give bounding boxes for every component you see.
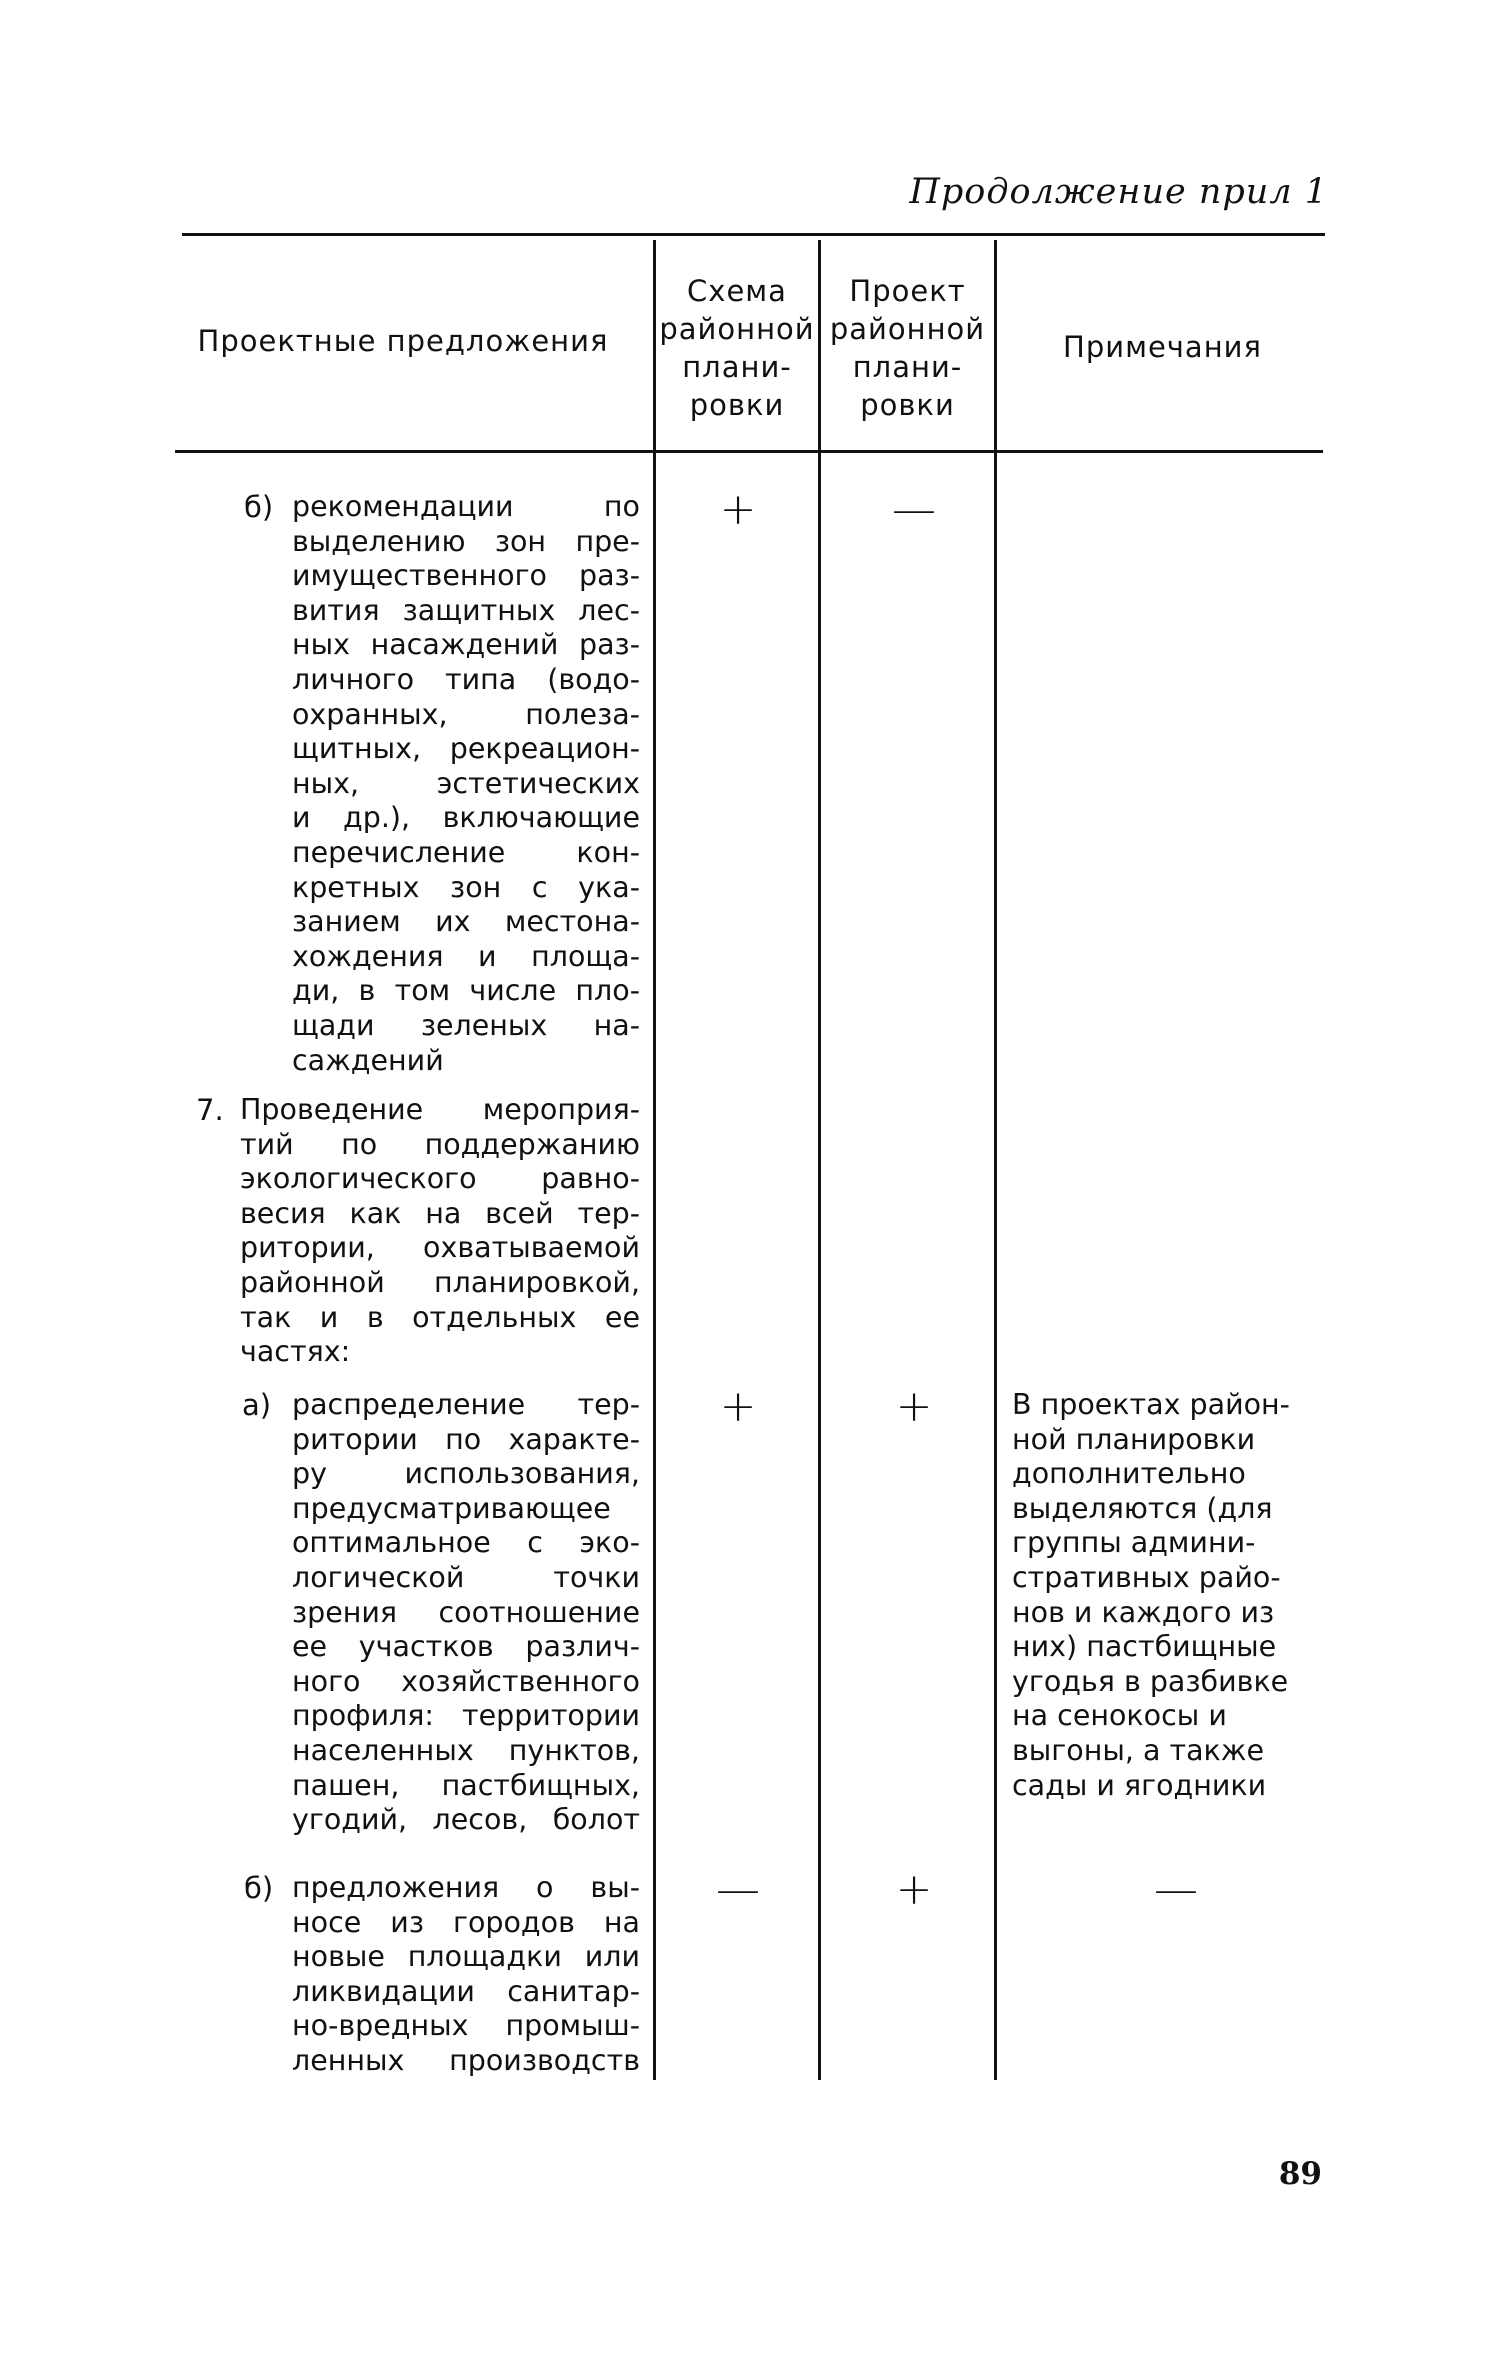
project-mark: + <box>895 1864 933 1915</box>
text-line: новые площадки или <box>292 1940 640 1974</box>
text-line: носе из городов на <box>292 1905 640 1939</box>
column-divider-3 <box>994 240 997 2080</box>
text-line: пашен, пастбищных, <box>292 1768 640 1802</box>
page-number: 89 <box>1278 2156 1322 2192</box>
text-line: ритории по характе- <box>292 1422 640 1456</box>
header-scheme <box>656 272 818 424</box>
header-bottom-rule <box>175 450 1323 453</box>
header-notes: Примечания <box>1063 330 1262 364</box>
text-line: оптимальное с эко- <box>292 1526 640 1560</box>
row-text-b2 <box>292 1871 640 2079</box>
text-line: ди, в том числе пло- <box>292 974 640 1008</box>
text-line: так и в отдельных ее <box>240 1300 640 1334</box>
text-line: ных насаждений раз- <box>292 628 640 662</box>
text-line: ной планировки <box>1012 1422 1256 1456</box>
column-divider-2 <box>818 240 821 2080</box>
project-mark: + <box>895 1381 933 1432</box>
header-project <box>821 272 994 424</box>
text-line: занием их местона- <box>292 905 640 939</box>
header-project-line: Проект <box>849 274 966 308</box>
text-line: ленных производств <box>292 2043 640 2077</box>
text-line: весия как на всей тер- <box>240 1196 640 1230</box>
notes-mark: — <box>1154 1864 1198 1915</box>
text-line: личного типа (водо- <box>292 662 640 696</box>
header-proposals: Проектные предложения <box>197 324 609 358</box>
header-scheme-line: районной <box>659 312 815 346</box>
text-line: сады и ягодники <box>1012 1768 1267 1802</box>
text-line: ру использования, <box>292 1457 640 1491</box>
project-mark: — <box>892 484 936 535</box>
text-line: перечисление кон- <box>292 835 640 869</box>
row-text-7 <box>240 1093 640 1370</box>
text-line: вития защитных лес- <box>292 593 640 627</box>
column-divider-1 <box>653 240 656 2080</box>
scheme-mark: — <box>716 1864 760 1915</box>
text-line: и др.), включающие <box>292 801 640 835</box>
row-text-a <box>292 1388 640 1838</box>
text-line: кретных зон с ука- <box>292 870 640 904</box>
text-line: ритории, охватываемой <box>240 1231 640 1265</box>
text-line: щитных, рекреацион- <box>292 732 640 766</box>
header-scheme-line: плани- <box>682 350 792 384</box>
table-top-rule <box>182 233 1325 236</box>
text-line: выделяются (для <box>1012 1491 1273 1525</box>
row-text-b1 <box>292 490 640 1078</box>
continuation-label: Продолжение прил 1 <box>909 172 1328 212</box>
text-line: Проведение мероприя- <box>240 1093 640 1126</box>
text-line: нов и каждого из <box>1012 1595 1275 1629</box>
row-marker: б) <box>244 490 274 524</box>
row-marker: а) <box>242 1388 272 1422</box>
text-line: ее участков различ- <box>292 1630 640 1664</box>
header-project-line: ровки <box>860 388 955 422</box>
text-line: тий по поддержанию <box>240 1127 640 1161</box>
scheme-mark: + <box>719 1381 757 1432</box>
text-line: стративных райо- <box>1012 1560 1281 1594</box>
text-line: хождения и площа- <box>292 939 640 973</box>
text-line: выгоны, а также <box>1012 1733 1264 1767</box>
text-line: ных, эстетических <box>292 766 640 800</box>
text-line: охранных, полеза- <box>292 697 640 731</box>
text-line: дополнительно <box>1012 1457 1246 1491</box>
text-line: профиля: территории <box>292 1699 640 1733</box>
scheme-mark: + <box>719 484 757 535</box>
text-line: угодий, лесов, болот <box>292 1803 640 1837</box>
text-line: угодья в разбивке <box>1012 1664 1289 1698</box>
text-line: выделению зон пре- <box>292 524 640 558</box>
text-line: но-вредных промыш- <box>292 2009 640 2043</box>
text-line: предусматривающее <box>292 1491 611 1525</box>
text-line: зрения соотношение <box>292 1595 640 1629</box>
text-line: ного хозяйственного <box>292 1664 640 1698</box>
text-line: предложения о вы- <box>292 1871 640 1904</box>
header-scheme-line: Схема <box>687 274 787 308</box>
text-line: группы админи- <box>1012 1526 1256 1560</box>
text-line: саждений <box>292 1043 444 1077</box>
header-scheme-line: ровки <box>689 388 785 422</box>
header-project-line: плани- <box>852 350 963 384</box>
text-line: населенных пунктов, <box>292 1733 640 1767</box>
text-line: имущественного раз- <box>292 559 640 593</box>
header-project-line: районной <box>829 312 986 346</box>
text-line: рекомендации по <box>292 490 640 523</box>
row-marker: б) <box>244 1871 274 1905</box>
text-line: В проектах район- <box>1012 1388 1290 1421</box>
text-line: экологического равно- <box>240 1162 640 1196</box>
text-line: распределение тер- <box>292 1388 640 1421</box>
text-line: на сенокосы и <box>1012 1699 1227 1733</box>
text-line: районной планировкой, <box>240 1265 640 1299</box>
text-line: частях: <box>240 1335 351 1369</box>
text-line: щади зеленых на- <box>292 1008 640 1042</box>
notes-text <box>1012 1388 1330 1803</box>
text-line: ликвидации санитар- <box>292 1974 640 2008</box>
row-marker: 7. <box>196 1093 224 1127</box>
text-line: них) пастбищные <box>1012 1630 1277 1664</box>
text-line: логической точки <box>292 1560 640 1594</box>
